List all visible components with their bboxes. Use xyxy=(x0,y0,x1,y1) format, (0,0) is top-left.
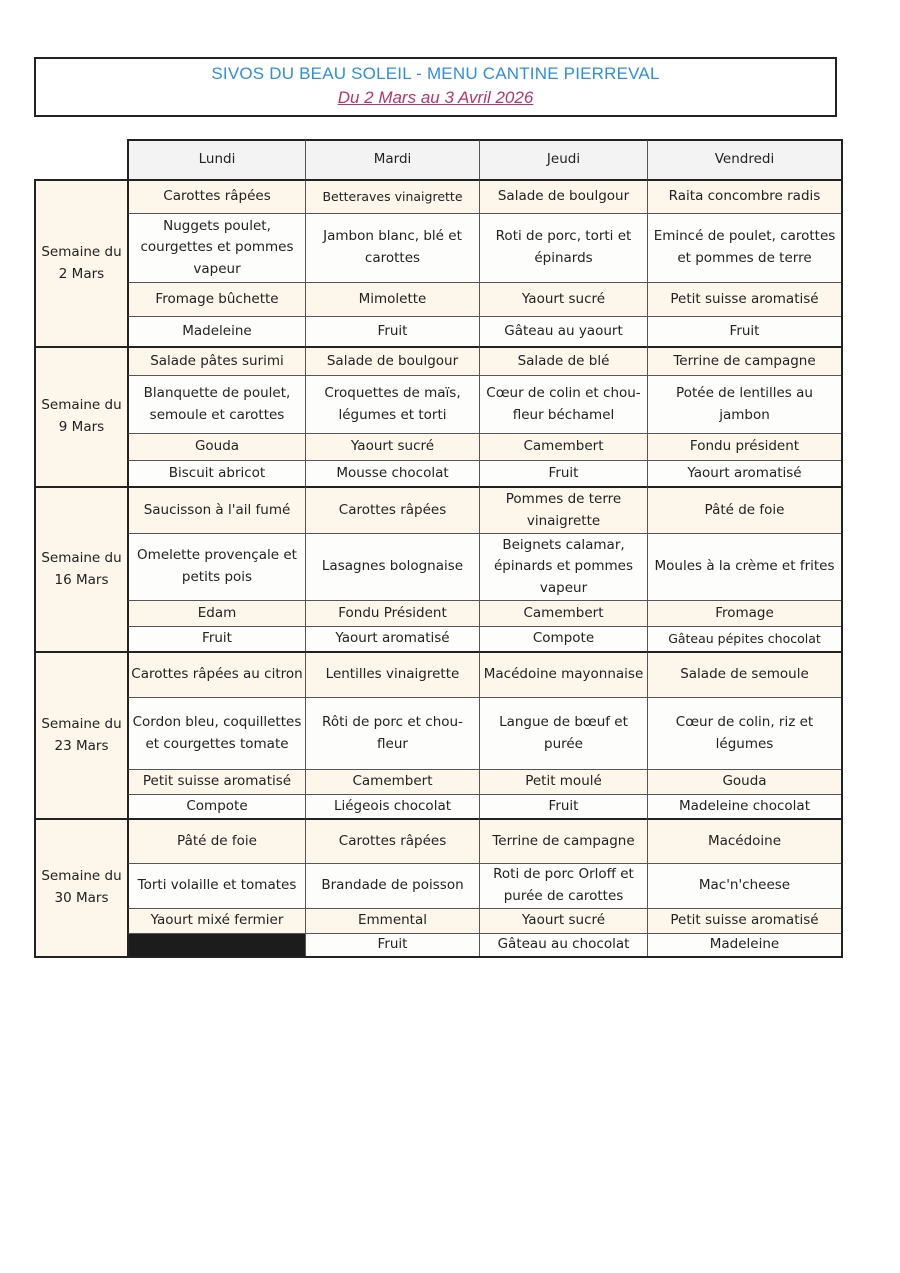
menu-cell: Pâté de foie xyxy=(127,818,305,863)
menu-cell: Madeleine xyxy=(647,933,841,956)
menu-cell: Cœur de colin et chou-fleur béchamel xyxy=(479,375,647,433)
menu-cell: Fruit xyxy=(479,794,647,818)
menu-cell: Beignets calamar, épinards et pommes vapeur xyxy=(479,533,647,600)
menu-cell: Fruit xyxy=(647,316,841,346)
menu-cell: Yaourt sucré xyxy=(479,908,647,933)
menu-cell: Roti de porc, torti et épinards xyxy=(479,213,647,282)
menu-cell: Mousse chocolat xyxy=(305,460,479,486)
menu-cell: Moules à la crème et frites xyxy=(647,533,841,600)
menu-cell: Macédoine mayonnaise xyxy=(479,651,647,697)
menu-cell: Salade de boulgour xyxy=(479,179,647,213)
menu-cell: Gâteau pépites chocolat xyxy=(647,626,841,651)
menu-cell: Cordon bleu, coquillettes et courgettes tomate xyxy=(127,697,305,769)
day-header-vendredi: Vendredi xyxy=(647,139,841,179)
menu-cell: Petit suisse aromatisé xyxy=(127,769,305,794)
menu-cell: Madeleine chocolat xyxy=(647,794,841,818)
day-header-jeudi: Jeudi xyxy=(479,139,647,179)
menu-cell: Liégeois chocolat xyxy=(305,794,479,818)
menu-cell: Pommes de terre vinaigrette xyxy=(479,486,647,533)
page-title: SIVOS DU BEAU SOLEIL - MENU CANTINE PIERREVAL xyxy=(211,64,660,83)
menu-cell: Blanquette de poulet, semoule et carottes xyxy=(127,375,305,433)
menu-cell: Biscuit abricot xyxy=(127,460,305,486)
menu-cell: Gouda xyxy=(647,769,841,794)
menu-cell: Fruit xyxy=(479,460,647,486)
menu-cell: Terrine de campagne xyxy=(479,818,647,863)
menu-cell: Carottes râpées xyxy=(305,818,479,863)
menu-table xyxy=(34,139,843,958)
menu-cell: Gâteau au chocolat xyxy=(479,933,647,956)
menu-cell: Salade de blé xyxy=(479,346,647,375)
menu-cell: Carottes râpées au citron xyxy=(127,651,305,697)
menu-cell: Compote xyxy=(479,626,647,651)
menu-cell: Emmental xyxy=(305,908,479,933)
menu-cell: Jambon blanc, blé et carottes xyxy=(305,213,479,282)
menu-cell: Raita concombre radis xyxy=(647,179,841,213)
menu-cell: Pâté de foie xyxy=(647,486,841,533)
menu-cell: Yaourt sucré xyxy=(305,433,479,460)
week-label: Semaine du 23 Mars xyxy=(34,651,127,818)
menu-cell: Macédoine xyxy=(647,818,841,863)
menu-cell: Carottes râpées xyxy=(305,486,479,533)
menu-cell: Fruit xyxy=(305,316,479,346)
title-box xyxy=(34,57,837,117)
menu-cell: Salade de semoule xyxy=(647,651,841,697)
menu-cell: Roti de porc Orloff et purée de carottes xyxy=(479,863,647,908)
menu-cell: Salade de boulgour xyxy=(305,346,479,375)
menu-cell: Nuggets poulet, courgettes et pommes vapeur xyxy=(127,213,305,282)
menu-cell: Lentilles vinaigrette xyxy=(305,651,479,697)
menu-cell: Mac'n'cheese xyxy=(647,863,841,908)
menu-cell: Edam xyxy=(127,600,305,626)
menu-cell: Omelette provençale et petits pois xyxy=(127,533,305,600)
menu-cell: Yaourt aromatisé xyxy=(305,626,479,651)
menu-cell: Gâteau au yaourt xyxy=(479,316,647,346)
menu-cell: Fondu président xyxy=(647,433,841,460)
menu-cell: Fruit xyxy=(305,933,479,956)
menu-cell: Fromage bûchette xyxy=(127,282,305,316)
menu-cell: Terrine de campagne xyxy=(647,346,841,375)
menu-cell: Madeleine xyxy=(127,316,305,346)
menu-cell: Petit suisse aromatisé xyxy=(647,282,841,316)
menu-cell: Langue de bœuf et purée xyxy=(479,697,647,769)
menu-cell: Brandade de poisson xyxy=(305,863,479,908)
menu-cell: Camembert xyxy=(479,600,647,626)
week-label: Semaine du 30 Mars xyxy=(34,818,127,956)
menu-cell: Carottes râpées xyxy=(127,179,305,213)
week-label: Semaine du 9 Mars xyxy=(34,346,127,486)
day-header-lundi: Lundi xyxy=(127,139,305,179)
menu-cell: Salade pâtes surimi xyxy=(127,346,305,375)
table-corner xyxy=(34,139,127,179)
date-range-subtitle: Du 2 Mars au 3 Avril 2026 xyxy=(337,88,534,107)
menu-cell: Yaourt aromatisé xyxy=(647,460,841,486)
menu-cell: Potée de lentilles au jambon xyxy=(647,375,841,433)
menu-cell: Torti volaille et tomates xyxy=(127,863,305,908)
menu-cell: Camembert xyxy=(479,433,647,460)
menu-cell: Camembert xyxy=(305,769,479,794)
day-header-mardi: Mardi xyxy=(305,139,479,179)
menu-cell: Compote xyxy=(127,794,305,818)
menu-cell: Saucisson à l'ail fumé xyxy=(127,486,305,533)
menu-cell: Yaourt sucré xyxy=(479,282,647,316)
menu-cell: Fondu Président xyxy=(305,600,479,626)
menu-cell: Cœur de colin, riz et légumes xyxy=(647,697,841,769)
week-label: Semaine du 2 Mars xyxy=(34,179,127,346)
menu-cell: Emincé de poulet, carottes et pommes de terre xyxy=(647,213,841,282)
menu-cell: Fromage xyxy=(647,600,841,626)
menu-cell: Yaourt mixé fermier xyxy=(127,908,305,933)
menu-cell: Betteraves vinaigrette xyxy=(305,179,479,213)
menu-cell: Lasagnes bolognaise xyxy=(305,533,479,600)
week-label: Semaine du 16 Mars xyxy=(34,486,127,651)
menu-cell: Croquettes de maïs, légumes et torti xyxy=(305,375,479,433)
menu-cell: Mimolette xyxy=(305,282,479,316)
menu-cell: Fruit xyxy=(127,626,305,651)
menu-cell: Rôti de porc et chou-fleur xyxy=(305,697,479,769)
empty-dark-cell xyxy=(127,933,305,956)
menu-cell: Petit suisse aromatisé xyxy=(647,908,841,933)
menu-cell: Gouda xyxy=(127,433,305,460)
menu-cell: Petit moulé xyxy=(479,769,647,794)
